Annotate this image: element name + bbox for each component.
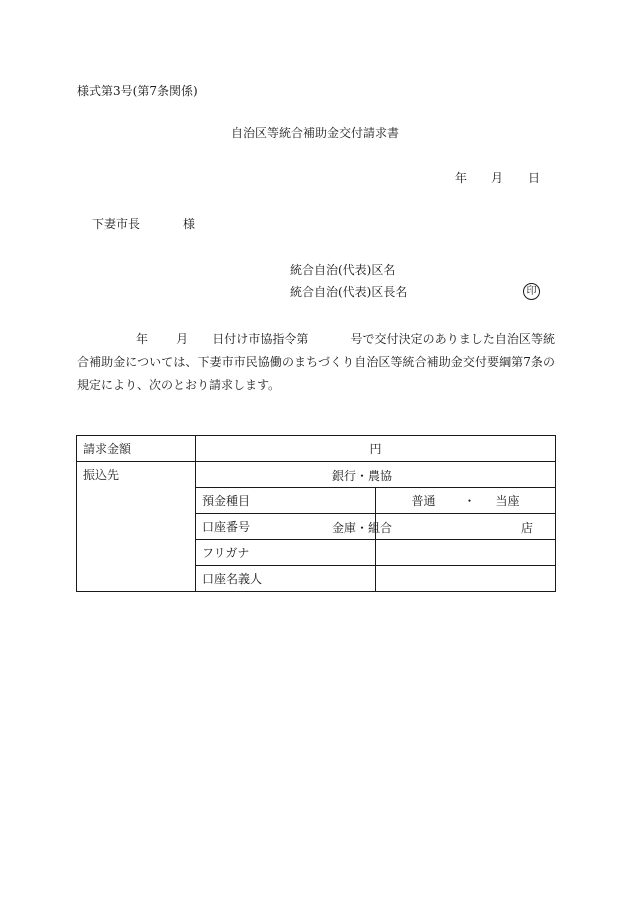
addressee-name: 下妻市長 xyxy=(92,217,141,231)
date-day-label: 日 xyxy=(528,171,541,185)
amount-field[interactable] xyxy=(196,436,556,462)
request-table xyxy=(76,435,556,592)
deposit-current: 当座 xyxy=(495,494,520,508)
request-paragraph xyxy=(77,328,555,397)
document-title: 自治区等統合補助金交付請求書 xyxy=(230,126,399,140)
deposit-ordinary: 普通 xyxy=(411,494,436,508)
table-row-amount xyxy=(77,436,556,462)
transfer-label: 振込先 xyxy=(77,462,196,592)
amount-unit: 円 xyxy=(369,442,382,456)
body-dated-ref: 日付け市協指令第 xyxy=(212,332,309,346)
table-row-bank xyxy=(77,462,556,488)
body-year: 年 xyxy=(136,332,149,346)
amount-label: 請求金額 xyxy=(77,436,196,462)
body-month: 月 xyxy=(176,332,189,346)
deposit-type-label: 預金種目 xyxy=(196,488,376,514)
addressee-honorific: 様 xyxy=(183,217,196,231)
furigana-field[interactable] xyxy=(376,540,556,566)
furigana-label: フリガナ xyxy=(196,540,376,566)
bank-type-line1: 銀行・農協 xyxy=(332,469,393,483)
body-text: 号で交付決定のありました自治区等統合補助金については、下妻市市民協働のまちづくり自治区等統合補助金交付要綱第7条の規定により、次のとおり請求します。 xyxy=(77,332,555,392)
date-year-label: 年 xyxy=(455,171,468,185)
branch-suffix: 店 xyxy=(521,521,534,535)
account-number-label: 口座番号 xyxy=(196,514,376,540)
seal-mark: 印 xyxy=(523,283,540,300)
deposit-type-field[interactable] xyxy=(376,488,556,514)
account-holder-label: 口座名義人 xyxy=(196,566,376,592)
district-name-label: 統合自治(代表)区名 xyxy=(290,263,396,277)
date-month-label: 月 xyxy=(491,171,504,185)
account-holder-field[interactable] xyxy=(376,566,556,592)
deposit-separator: ・ xyxy=(463,494,476,508)
form-number: 様式第3号(第7条関係) xyxy=(77,84,198,98)
bank-type-line2: 金庫・組合 xyxy=(332,521,393,535)
district-head-label: 統合自治(代表)区長名 xyxy=(290,285,408,299)
